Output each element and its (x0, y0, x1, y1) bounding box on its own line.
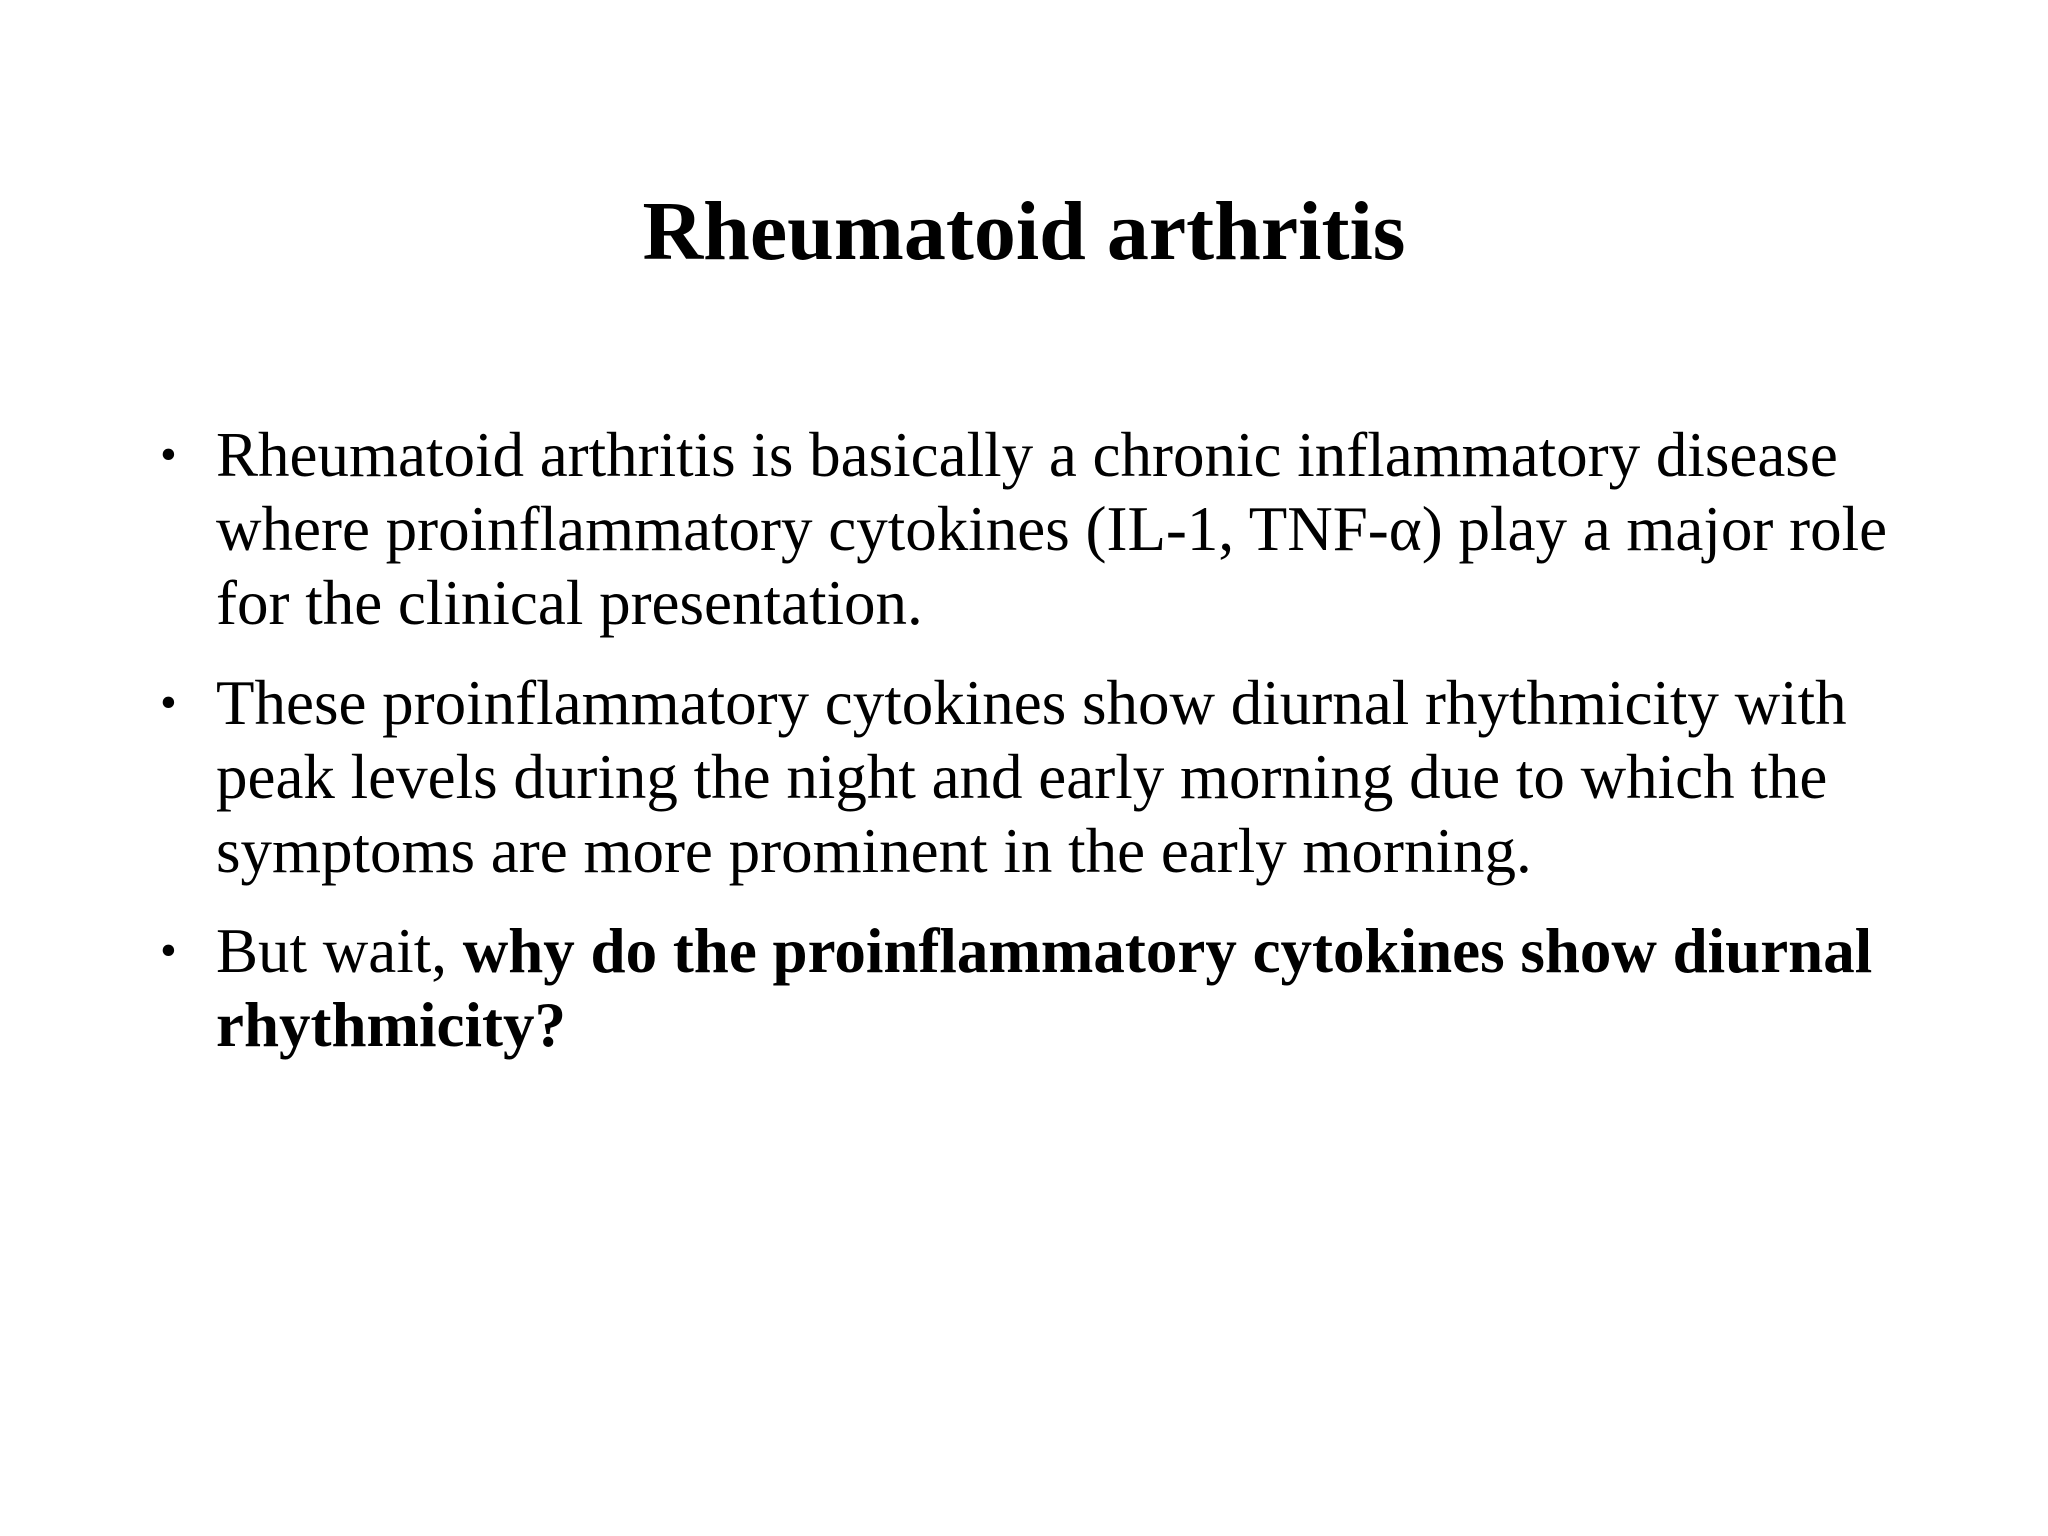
slide-title: Rheumatoid arthritis (642, 185, 1406, 278)
bullet-icon: • (160, 924, 177, 977)
bullet-list (160, 418, 1960, 1088)
bullet-item (160, 666, 1960, 888)
bullet-text-plain: But wait, (216, 916, 463, 986)
bullet-icon: • (160, 676, 177, 729)
bullet-text-bold: why do the proinflammatory cytokines show diurnal rhythmicity? (216, 916, 1873, 1060)
bullet-text (216, 916, 1872, 1060)
bullet-item (160, 914, 1960, 1062)
bullet-text: Rheumatoid arthritis is basically a chronic inflammatory disease where proinflammatory cytokines (IL-1, TNF-α) play a major role for the clinical presentation. (216, 420, 1888, 638)
bullet-item (160, 418, 1960, 640)
bullet-text: These proinflammatory cytokines show diurnal rhythmicity with peak levels during the night and early morning due to which the symptoms are more prominent in the early morning. (216, 668, 1847, 886)
bullet-icon: • (160, 428, 177, 481)
